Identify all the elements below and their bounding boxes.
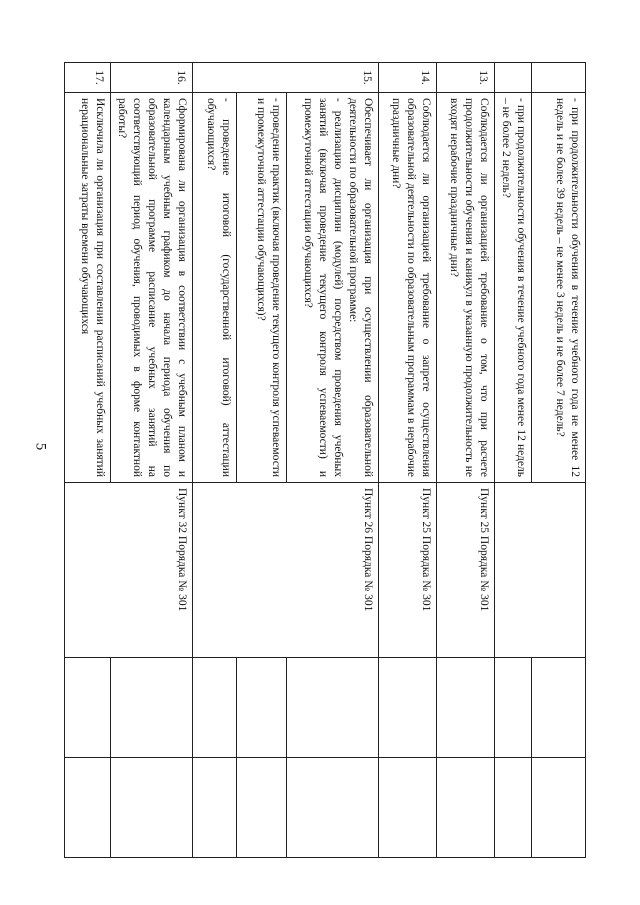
table-row <box>111 63 193 858</box>
answer-no-cell <box>437 758 495 858</box>
reference-cell <box>495 483 586 658</box>
answer-yes-cell <box>437 658 495 758</box>
checklist-table-wrapper <box>78 62 586 857</box>
answer-no-cell <box>287 758 379 858</box>
question-cell: Сформирована ли организация в соответствии с учебным планом и календарным учебным графиком до начала периода обучения по образовательной программе расписание учебных занятий на соответствующий период обучения, проводимых в форме контактной работы? <box>111 93 193 483</box>
row-number: 13. <box>437 63 495 93</box>
question-cell: - проведение итоговой (государственной итоговой) аттестации обучающихся? <box>193 93 237 483</box>
table-row <box>495 63 532 858</box>
answer-yes-cell <box>237 658 287 758</box>
row-number <box>495 63 532 93</box>
question-cell: Исключила ли организация при составлении расписаний учебных занятий нерациональные затраты времени обучающихся <box>65 93 111 483</box>
question-cell: - при продолжительности обучения в течение учебного года не менее 12 недель и не более 39 недель – не менее 3 недель и не более 7 недель? <box>532 93 586 483</box>
row-number: 17. <box>65 63 111 93</box>
answer-yes-cell <box>111 658 193 758</box>
answer-no-cell <box>237 758 287 858</box>
question-cell: - проведение практик (включая проведение текущего контроля успеваемости и промежуточной аттестации обучающихся)? <box>237 93 287 483</box>
answer-yes-cell <box>532 658 586 758</box>
answer-yes-cell <box>379 658 437 758</box>
answer-no-cell <box>111 758 193 858</box>
table-row <box>193 63 237 858</box>
question-cell <box>287 93 379 483</box>
row-number: 15. <box>193 63 379 93</box>
table-row <box>237 63 287 858</box>
answer-no-cell <box>532 758 586 858</box>
reference-cell: Пункт 26 Порядка № 301 <box>193 483 379 658</box>
checklist-table <box>64 62 586 858</box>
answer-yes-cell <box>287 658 379 758</box>
table-row <box>532 63 586 858</box>
answer-yes-cell <box>193 658 237 758</box>
question-subitem: - реализацию дисциплин (модулей) посредством проведения учебных занятий (включая проведение текущего контроля успеваемости) и промежуточной аттестации обучающихся? <box>302 98 344 477</box>
row-number <box>532 63 586 93</box>
question-cell: Соблюдается ли организацией требование о том, что при расчете продолжительности обучения и каникул в указанную продолжительность не входят нерабочие праздничные дни? <box>437 93 495 483</box>
table-row <box>287 63 379 858</box>
question-cell: - при продолжительности обучения в течение учебного года менее 12 недель – не более 2 недель? <box>495 93 532 483</box>
reference-cell: Пункт 25 Порядка № 301 <box>379 483 437 658</box>
question-cell: Соблюдается ли организацией требование о запрете осуществления образовательной деятельности по образовательным программам в нерабочие праздничные дни? <box>379 93 437 483</box>
row-number: 16. <box>111 63 193 93</box>
table-row <box>379 63 437 858</box>
answer-no-cell <box>495 758 532 858</box>
answer-no-cell <box>379 758 437 858</box>
answer-yes-cell <box>495 658 532 758</box>
table-row <box>65 63 111 858</box>
page-number: 5 <box>32 442 49 451</box>
answer-no-cell <box>65 758 111 858</box>
row-number: 14. <box>379 63 437 93</box>
checklist-table-rotated <box>78 62 586 857</box>
question-intro: Обеспечивает ли организация при осуществлении образовательной деятельности по образовательной программе: <box>347 98 374 477</box>
table-row <box>437 63 495 858</box>
answer-yes-cell <box>65 658 111 758</box>
reference-cell: Пункт 25 Порядка № 301 <box>437 483 495 658</box>
reference-cell: Пункт 32 Порядка № 301 <box>65 483 193 658</box>
answer-no-cell <box>193 758 237 858</box>
